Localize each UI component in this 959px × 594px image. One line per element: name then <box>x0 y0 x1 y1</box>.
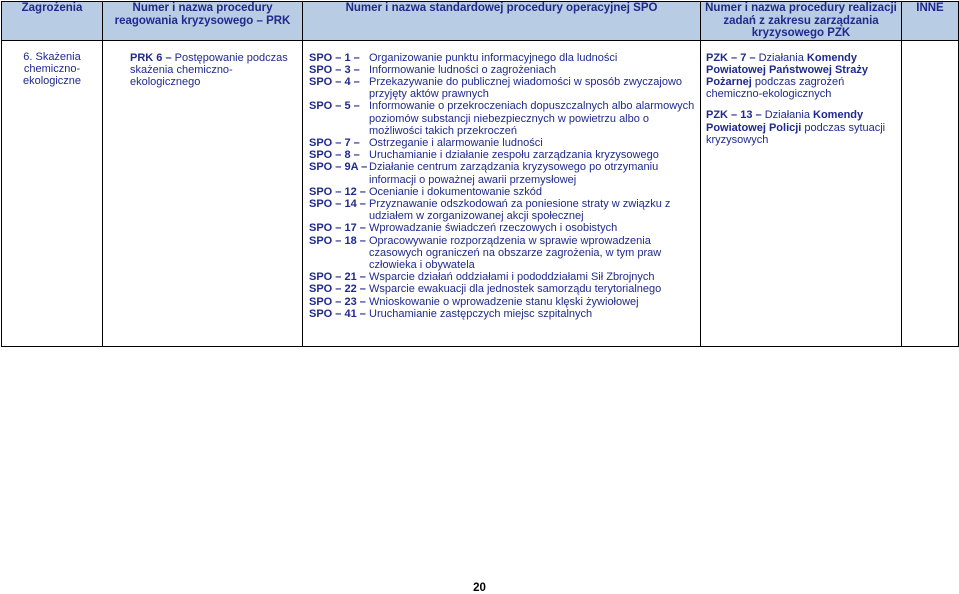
spo-item: SPO – 21 – Wsparcie działań oddziałami i pododdziałami Sił Zbrojnych <box>309 271 655 284</box>
header-other: INNE <box>902 2 959 41</box>
prk-code: PRK 6 – <box>130 51 172 64</box>
page-number: 20 <box>473 582 486 594</box>
threat-cell <box>2 40 103 346</box>
spo-item: SPO – 12 – Ocenianie i dokumentowanie szkód <box>309 185 543 198</box>
spo-item: SPO – 23 – Wnioskowanie o wprowadzenie stanu klęski żywiołowej <box>309 295 639 308</box>
spo-item: SPO – 3 – Informowanie ludności o zagrożeniach <box>309 63 557 76</box>
spo-cell <box>303 40 701 346</box>
spo-item: SPO – 4 – Przekazywanie do publicznej wiadomości w sposób zwyczajowo przyjęty aktów prawnych <box>309 75 683 101</box>
spo-item: SPO – 9A – Działanie centrum zarządzania kryzysowego po otrzymaniu informacji o poważnej awarii przemysłowej <box>309 161 659 186</box>
pzk-item: PZK – 13 – Działania Komendy Powiatowej Policji podczas sytuacji kryzysowych <box>706 109 886 146</box>
header-pzk: Numer i nazwa procedury realizacji zadań z zakresu zarządzania kryzysowego PZK <box>701 2 902 41</box>
spo-item: SPO – 8 – Uruchamianie i działanie zespołu zarządzania kryzysowego <box>309 149 659 162</box>
spo-item: SPO – 18 – Opracowywanie rozporządzenia w sprawie wprowadzenia czasowych ograniczeń na obszarze zagrożenia, w tym praw człowieka i obywatela <box>309 234 662 271</box>
procedures-table <box>1 1 959 347</box>
spo-item: SPO – 41 – Uruchamianie zastępczych miejsc szpitalnych <box>309 307 593 320</box>
spo-item: SPO – 14 – Przyznawanie odszkodowań za poniesione straty w związku z udziałem w zorganizowanej akcji społecznej <box>309 197 671 223</box>
spo-item: SPO – 1 – Organizowanie punktu informacyjnego dla ludności <box>309 51 618 64</box>
pzk-item: PZK – 7 – Działania Komendy Powiatowej Państwowej Straży Pożarnej podczas zagrożeń chemiczno-ekologicznych <box>706 51 868 101</box>
other-cell <box>902 40 959 346</box>
pzk-cell <box>701 40 902 346</box>
spo-item: SPO – 17 – Wprowadzanie świadczeń rzeczowych i osobistych <box>309 222 618 235</box>
spo-item: SPO – 7 – Ostrzeganie i alarmowanie ludności <box>309 136 543 149</box>
spo-item: SPO – 5 – Informowanie o przekroczeniach dopuszczalnych albo alarmowych poziomów substancji niebezpiecznych w powietrzu albo o możliwości takich przekroczeń <box>309 100 695 137</box>
threat-text: 6. Skażenia chemiczno-ekologiczne <box>22 50 82 87</box>
table-header-row <box>2 2 959 41</box>
spo-item: SPO – 22 – Wsparcie ewakuacji dla jednostek samorządu terytorialnego <box>309 283 662 296</box>
header-prk: Numer i nazwa procedury reagowania kryzysowego – PRK <box>103 2 303 41</box>
table-row <box>2 40 959 346</box>
header-threats: Zagrożenia <box>2 2 103 41</box>
prk-cell <box>103 40 303 346</box>
header-spo: Numer i nazwa standardowej procedury operacyjnej SPO <box>303 2 701 41</box>
prk-text: Postępowanie podczas skażenia chemiczno-ekologicznego <box>130 51 288 88</box>
